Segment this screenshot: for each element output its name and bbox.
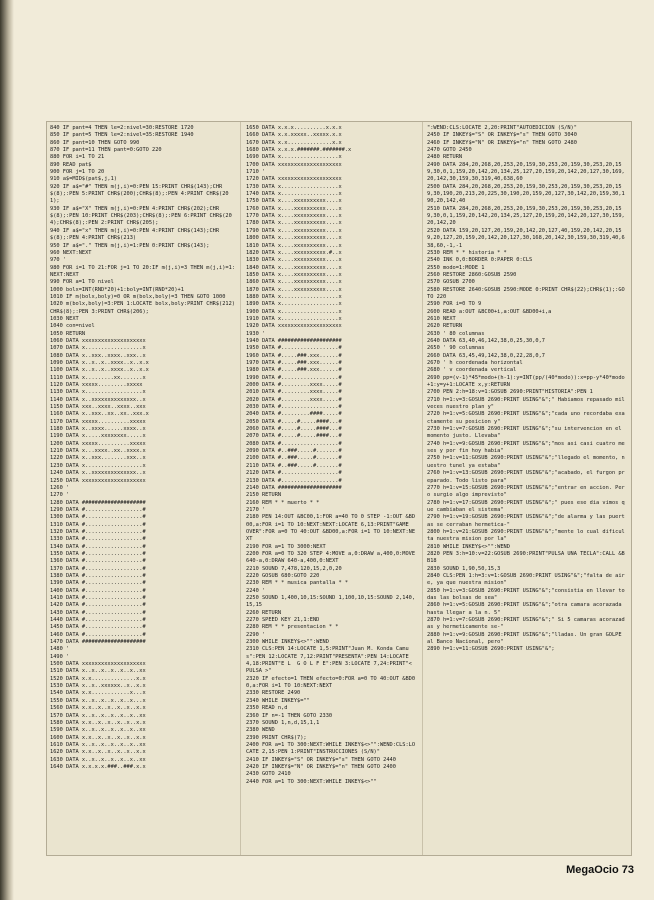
code-line: 2250 SOUND 1,400,10,15:SOUND 1,100,10,15:SOUND 2,140,15,15: [246, 595, 416, 609]
code-line: 2320 IF efecto=1 THEN efecto=0:FOR a=0 TO 40:OUT &BD00,a:FOR i=1 TO 10:NEXT:NEXT: [246, 675, 416, 690]
code-line: 2460 IF INKEY$="N" OR INKEY$="n" THEN GOTO 2480: [427, 139, 577, 146]
code-line: 2870 h=1:v=7:GOSUB 2690:PRINT USING"&";" Si 5 camaras acorazadas y hermeticamente se-": [427, 617, 625, 631]
code-line: 920 IF a$="#" THEN m(j,i)=0:PEN 15:PRINT CHR$(143);CHR$(8);:PEN 5:PRINT CHR$(200);CHR$(8);:PEN 4:PRINT CHR$(201);: [50, 183, 229, 205]
code-line: 1810 DATA x....xxxxxxxxxx....x: [246, 242, 342, 249]
code-line: 1860 DATA x....xxxxxxxxxx....x: [246, 279, 342, 286]
code-line: 1460 DATA #..................#: [50, 631, 146, 638]
code-line: 1610 DATA x..x..x..x..x..x..xx: [50, 741, 146, 748]
code-line: 2280 REM * * presentacion * *: [246, 624, 339, 631]
code-line: 1350 DATA #..................#: [50, 550, 146, 557]
code-line: 2470 GOTO 2450: [427, 147, 472, 154]
code-line: 1160 DATA x..xxx..xx..xx..xxx.x: [50, 411, 149, 418]
code-line: 1190 DATA x.....xxxxxxxx.....x: [50, 433, 146, 440]
code-line: 2700 PEN 2:h=18:v=1:GOSUB 2690:PRINT"HISTORIA":PEN 1: [427, 389, 593, 396]
code-line: 1830 DATA x....xxxxxxxxxx....x: [246, 257, 342, 264]
code-line: 2680 ' v coordenada vertical: [427, 367, 517, 374]
code-line: 1510 DATA x..x..x..x..x..x..xx: [50, 668, 146, 675]
code-line: 1360 DATA #..................#: [50, 558, 146, 565]
code-line: 2180 PEN 14:OUT &BC00,1:FOR a=40 TO 0 STEP -1:OUT &BD00,a:FOR i=1 TO 10:NEXT:NEXT:LOCATE 6,13:PRINT"GAME OVER":FOR a=0 TO 40:OUT &BD00,a:FOR i=1 TO 10:NEXT:NEXT: [246, 514, 416, 543]
code-line: 1090 DATA x..x..x..xxxx..x..x.x: [50, 360, 149, 366]
code-line: 2590 FOR i=0 TO 9: [427, 301, 482, 308]
code-line: 1950 DATA #..................#: [246, 345, 342, 352]
code-line: 870 IF pant=11 THEN pant=0:GOTO 220: [50, 147, 162, 154]
code-line: 2170 ': [246, 506, 266, 513]
code-line: 1820 DATA x....xxxxxxxxxx.#..x: [246, 249, 342, 256]
code-line: 2670 ' h coordenada horizontal: [427, 360, 523, 366]
code-line: 1240 DATA x..xxxxxxxxxxxxxx..x: [50, 470, 146, 477]
code-line: 1890 DATA x..................x: [246, 301, 342, 308]
code-line: 960 NEXT:NEXT: [50, 249, 92, 256]
code-line: 1490 ': [50, 653, 70, 660]
code-line: 970 ': [50, 257, 66, 264]
code-line: 2000 DATA #.........xxxx.....#: [246, 382, 342, 389]
code-line: 2750 h=1:v=11:GOSUB 2690:PRINT USING"&";"llegado el momento, nuestro tunel ya estaba": [427, 455, 625, 469]
code-line: 2880 h=1:v=9:GOSUB 2690:PRINT USING"&";"lladas. Un gran GOLPE al Banco Nacional, pero": [427, 631, 625, 646]
code-line: 2150 RETURN: [246, 492, 282, 499]
code-line: 1200 DATA xxxxx..........xxxxx: [50, 440, 146, 447]
code-line: 2770 h=1:v=15:GOSUB 2690:PRINT USING"&";"entrar en accion. Pero surgio algo imprevisto": [427, 484, 625, 499]
code-line: 1640 DATA x.x.x.x.###..###.x.x: [50, 763, 146, 770]
code-line: 990 FOR a=1 TO nivel: [50, 279, 114, 286]
code-line: 2660 DATA 63,45,49,142,38,0,22,28,0,7: [427, 352, 545, 359]
listing-column-3: [427, 125, 627, 852]
code-line: 2570 GOSUB 2700: [427, 279, 475, 286]
code-line: 1170 DATA xxxxx..........xxxxx: [50, 418, 146, 425]
code-line: 2640 DATA 63,40,46,142,38,0,25,30,0,7: [427, 337, 545, 344]
code-line: 2350 READ n,d: [246, 705, 288, 712]
page-footer: MegaOcio 73: [566, 864, 634, 876]
code-line: 890 READ pat$: [50, 161, 92, 168]
listing-column-1: [50, 125, 236, 852]
code-line: 1790 DATA x....xxxxxxxxxx....x: [246, 227, 342, 234]
code-line: 2800 h=1:v=21:GOSUB 2690:PRINT USING"&";"mente lo cual dificulta nuestra mision por la": [427, 528, 625, 543]
code-line: 1280 DATA ####################: [50, 499, 146, 506]
code-line: 1140 DATA x..xxxxxxxxxxxxxx..x: [50, 396, 146, 403]
code-line: 840 IF pant=4 THEN le=2:nivel=30:RESTORE 1720: [50, 125, 194, 131]
code-line: 1250 DATA xxxxxxxxxxxxxxxxxxxx: [50, 477, 146, 484]
code-line: 1570 DATA x..x..x..x..x..x..xx: [50, 712, 146, 719]
code-line: 2450 IF INKEY$="S" OR INKEY$="s" THEN GOTO 3040: [427, 132, 577, 139]
code-line: 1180 DATA x..xxxx......xxxx..x: [50, 426, 146, 433]
code-line: 1420 DATA #..................#: [50, 602, 146, 609]
code-line: 2440 FOR a=1 TO 300:NEXT:WHILE INKEY$<>"": [246, 778, 377, 785]
code-line: 2120 DATA #..................#: [246, 470, 342, 477]
code-line: 1100 DATA x..x..x..xxxx..x..x.x: [50, 367, 149, 374]
code-line: 2740 h=1:v=9:GOSUB 2690:PRINT USING"&";"mos asi casi cuatro meses y por fin hoy habia": [427, 440, 625, 455]
code-line: 1410 DATA #..................#: [50, 595, 146, 601]
code-line: 2810 WHILE INKEY$<>"":WEND: [427, 543, 510, 550]
code-line: 2400 FOR a=1 TO 300:NEXT:WHILE INKEY$<>"":WEND:CLS:LOCATE 2,15:PEN 1:PRINT"INSTRUCCIONES (S/N)": [246, 741, 416, 756]
code-line: 1720 DATA xxxxxxxxxxxxxxxxxxxx: [246, 176, 342, 183]
column-divider: [240, 122, 241, 855]
code-line: 1910 DATA x..................x: [246, 315, 342, 322]
code-line: 1530 DATA x..x..xxxxxx..x..x.x: [50, 683, 146, 690]
code-line: 1230 DATA x..................x: [50, 462, 146, 469]
code-line: 1270 ': [50, 492, 70, 499]
code-line: 2890 h=1:v=11:GOSUB 2690:PRINT USING"&";: [427, 646, 555, 653]
code-line: 2690 pp=(v-1)*45*modo+(h-1):y=INT(pp/(40*modo)):x=pp-y*40*modo+1:y=y+1:LOCATE x,y:RETURN: [427, 374, 625, 389]
code-line: 2100 DATA #..###.....#.......#: [246, 455, 342, 462]
code-line: 1370 DATA #..................#: [50, 565, 146, 572]
code-line: 1710 ': [246, 169, 266, 176]
code-line: 2490 DATA 284,20,268,20,253,20,159,30,253,20,159,30,253,20,159,30,0,1,159,20,142,20,134,25,127,20,159,20,142,20,127,30,169,20,142,30,159,30,319,40,638,60: [427, 161, 625, 183]
code-line: 2840 CLS:PEN 1:h=3:v=1:GOSUB 2690:PRINT USING"&";"falta de aire, ya que nuestra mision": [427, 572, 625, 587]
code-line: 1060 DATA xxxxxxxxxxxxxxxxxxxx: [50, 337, 146, 344]
code-line: 1580 DATA x.x..x..x..x..x..x.x: [50, 719, 146, 726]
code-line: 1020 m(bolx,boly)=3:PEN 1:LOCATE bolx,boly:PRINT CHR$(212)CHR$(8);:PEN 3:PRINT CHR$(206);: [50, 301, 235, 315]
code-line: 2820 PEN 3:h=10:v=22:GOSUB 2690:PRINT"PULSA UNA TECLA":CALL &BB18: [427, 550, 625, 565]
code-line: 1940 DATA ####################: [246, 337, 342, 344]
code-line: 2290 ': [246, 631, 266, 638]
code-line: 1550 DATA x..x..x..x..x..x...x: [50, 697, 146, 704]
code-line: 950 IF a$="." THEN m(j,i)=1:PEN 0:PRINT CHR$(143);: [50, 242, 210, 249]
code-line: 1600 DATA x.x..x..x..x..x..x.x: [50, 734, 146, 741]
code-line: 2050 DATA #.....#.....####...#: [246, 418, 342, 425]
code-line: 1050 RETURN: [50, 330, 86, 337]
column-divider: [422, 122, 423, 855]
code-line: ":WEND:CLS:LOCATE 2,20:PRINT"AUTOEDICION (S/N)": [427, 125, 577, 131]
code-line: 2300 WHILE INKEY$<>"":WEND: [246, 639, 329, 646]
code-line: 1620 DATA x.x..x..x..x..x..x.x: [50, 749, 146, 756]
code-line: 2260 RETURN: [246, 609, 282, 616]
code-line: 940 IF a$="x" THEN m(j,i)=0:PEN 4:PRINT CHR$(143);CHR$(8);:PEN 4:PRINT CHR$(213): [50, 227, 220, 242]
code-line: 1260 ': [50, 484, 70, 491]
code-line: 1800 DATA x....xxxxxxxxxx....x: [246, 235, 342, 242]
code-line: 2340 WHILE INKEY$="": [246, 697, 310, 704]
code-line: 2720 h=1:v=5:GOSUB 2690:PRINT USING"&";"cada uno recordaba exactamente su posicion y": [427, 411, 625, 425]
code-line: 1680 DATA x.x.x.#######.#######.x: [246, 147, 352, 154]
code-line: 2220 GOSUB 680:GOTO 220: [246, 572, 320, 579]
code-line: 1300 DATA #..................#: [50, 514, 146, 521]
code-line: 1290 DATA #..................#: [50, 506, 146, 513]
code-line: 2240 ': [246, 587, 266, 594]
code-line: 2080 DATA #..................#: [246, 440, 342, 447]
code-line: 1450 DATA #..................#: [50, 624, 146, 631]
code-line: 1040 con=nivel: [50, 323, 95, 330]
code-line: 1630 DATA x..x..x..x..x..x..xx: [50, 756, 146, 763]
code-line: 1030 NEXT: [50, 315, 79, 322]
code-line: 2610 NEXT: [427, 315, 456, 322]
code-line: 880 FOR i=1 TO 21: [50, 154, 105, 161]
code-line: 2270 SPEED KEY 21,1:END: [246, 617, 320, 624]
code-line: 1070 DATA x..................x: [50, 345, 146, 352]
code-line: 1760 DATA x....xxxxxxxxxx....x: [246, 205, 342, 212]
code-line: 2650 ' 90 columnas: [427, 345, 485, 352]
code-line: 2200 FOR a=0 TO 320 STEP 4:MOVE a,0:DRAW a,400,0:MOVE 640-a,0:DRAW 640-a,400,0:NEXT: [246, 550, 419, 565]
code-line: 1700 DATA xxxxxxxxxxxxxxxxxxxx: [246, 161, 342, 168]
code-line: 1920 DATA xxxxxxxxxxxxxxxxxxxx: [246, 323, 342, 330]
code-line: 2760 h=1:v=13:GOSUB 2690:PRINT USING"&";"acabado, el furgon preparado. Todo listo para": [427, 470, 625, 484]
code-line: 1770 DATA x....xxxxxxxxxx....x: [246, 213, 342, 220]
code-line: 1590 DATA x..x..x..x..x..x..xx: [50, 727, 146, 734]
code-line: 1110 DATA x.........xx.......x: [50, 374, 146, 381]
code-line: 2790 h=1:v=19:GOSUB 2690:PRINT USING"&";"de alarma y las puertas se cerraban hermetica-": [427, 514, 625, 528]
code-line: 2520 DATA 159,20,127,20,159,20,142,20,127,40,159,20,142,20,159,20,127,20,159,20,142,20,127,30,168,20,142,30,159,30,319,40,638,60,-1,-1: [427, 227, 625, 249]
code-line: 1750 DATA x....xxxxxxxxxx....x: [246, 198, 342, 205]
code-line: 2030 DATA #..................#: [246, 404, 342, 411]
code-line: 2710 h=1:v=3:GOSUB 2690:PRINT USING"&";" Habiamos repasado mil veces nuestro plan y": [427, 396, 628, 411]
code-line: 1930 ': [246, 330, 266, 337]
code-line: 2160 REM * * muerto * *: [246, 499, 320, 506]
code-line: 2040 DATA #.........####.....#: [246, 411, 342, 418]
code-line: 910 a$=MID$(pat$,j,1): [50, 176, 117, 183]
code-line: 2370 SOUND 1,n,d,15,1,1: [246, 719, 320, 726]
code-line: 1220 DATA x..xxx........xxx..x: [50, 455, 146, 462]
code-line: 850 IF pant=5 THEN le=2:nivel=35:RESTORE 1940: [50, 132, 194, 139]
code-line: 2580 RESTORE 2640:GOSUB 2590:MODE 0:PRINT CHR$(22);CHR$(1);:GOTO 220: [427, 286, 625, 300]
code-line: 930 IF a$="X" THEN m(j,i)=0:PEN 4:PRINT CHR$(202);CHR$(8);:PEN 10:PRINT CHR$(203);CHR$(8);:PEN 6:PRINT CHR$(204);CHR$(8);:PEN 2:PRINT CHR$(205);: [50, 205, 232, 227]
code-line: 1430 DATA #..................#: [50, 609, 146, 616]
code-line: 2730 h=1:v=7:GOSUB 2690:PRINT USING"&";"su intervencion en el momento justo. Llevaba": [427, 426, 625, 440]
code-line: 2780 h=1:v=17:GOSUB 2690:PRINT USING"&";" pues ese dia vimos que cambiaban el sistema": [427, 499, 625, 513]
code-line: 1970 DATA #.....###.xxx......#: [246, 360, 342, 366]
code-line: 1650 DATA x.x.x..........x.x.x: [246, 125, 342, 131]
code-line: 900 FOR j=1 TO 20: [50, 169, 105, 176]
code-line: 1470 DATA ####################: [50, 639, 146, 646]
code-line: 2020 DATA #.........xxxx.....#: [246, 396, 342, 403]
code-line: 1670 DATA x.x..............x.x: [246, 139, 342, 146]
code-line: 2420 IF INKEY$="N" OR INKEY$="n" THEN GOTO 2400: [246, 763, 396, 770]
code-line: 2830 SOUND 1,90,50,15,3: [427, 565, 501, 572]
code-line: 2070 DATA #.....#.....####...#: [246, 433, 342, 440]
code-line: 1480 ': [50, 646, 70, 653]
code-line: 2430 GOTO 2410: [246, 771, 291, 778]
code-line: 1390 DATA #..................#: [50, 580, 146, 587]
code-line: 1850 DATA x....xxxxxxxxxx....x: [246, 271, 342, 278]
code-line: 2190 FOR a=1 TO 3000:NEXT: [246, 543, 326, 550]
code-line: 1000 bolx=INT(RND*20)+1:boly=INT(RND*20)+1: [50, 286, 184, 293]
code-line: 1080 DATA x..xxx..xxxx..xxx..x: [50, 352, 146, 359]
code-line: 1870 DATA x....xxxxxxxxxx....x: [246, 286, 342, 293]
code-line: 2130 DATA #..................#: [246, 477, 342, 484]
code-line: 2600 READ a:OUT &BC00+i,a:OUT &BD00+i,a: [427, 308, 552, 315]
page-gutter-shadow: [0, 0, 14, 900]
code-line: 2480 RETURN: [427, 154, 463, 161]
listing-column-2: [246, 125, 419, 852]
code-line: 1660 DATA x.x.xxxxx..xxxxx.x.x: [246, 132, 342, 139]
code-line: 1120 DATA xxxxx.........xxxxx: [50, 382, 143, 389]
code-line: 2110 DATA #..###.....#.......#: [246, 462, 342, 469]
code-line: 1010 IF m(bolx,boly)=0 OR m(bolx,boly)=3 THEN GOTO 1000: [50, 293, 226, 300]
code-line: 2860 h=1:v=5:GOSUB 2690:PRINT USING"&";"otra camara acorazada hasta llegar a la n. 5": [427, 602, 625, 616]
code-line: 1130 DATA x..................x: [50, 389, 146, 396]
code-line: 1520 DATA x.x..............x.x: [50, 675, 146, 682]
code-line: 1730 DATA x..................x: [246, 183, 342, 190]
code-line: 2090 DATA #..###.....#.......#: [246, 448, 342, 455]
code-line: 2500 DATA 284,20,268,20,253,20,159,30,253,20,159,30,253,20,159,30,190,20,213,20,225,30,190,20,159,20,127,30,142,20,159,30,190,20,142,40: [427, 183, 625, 205]
code-line: 2560 RESTORE 2860:GOSUB 2590: [427, 271, 517, 278]
code-line: 1740 DATA x..................x: [246, 191, 342, 198]
code-line: 1340 DATA #..................#: [50, 543, 146, 550]
code-line: 1150 DATA xxx..xxxx..xxxx..xxx: [50, 404, 146, 411]
code-line: 1400 DATA #..................#: [50, 587, 146, 594]
code-line: 2310 CLS:PEN 14:LOCATE 1,5:PRINT"Juan M. Konda Camus":PEN 12:LOCATE 7,12:PRINT"PRESENTA":PEN 14:LOCATE 4,18:PRINT"E L G O L F E":PEN 3:LOCATE 7,24:PRINT"< PULSA >": [246, 646, 416, 675]
code-line: 2530 REM * * historia * *: [427, 249, 507, 256]
code-line: 1880 DATA x..................x: [246, 293, 342, 300]
code-line: 1210 DATA x...xxxx..xx..xxxx.x: [50, 448, 146, 455]
code-line: 2550 modo=1:MODE 1: [427, 264, 485, 271]
code-line: 2060 DATA #.....#.....####...#: [246, 426, 342, 433]
code-line: 2010 DATA #.........xxxx.....#: [246, 389, 342, 396]
code-line: 2620 RETURN: [427, 323, 463, 330]
listing-panel: [46, 121, 632, 856]
code-line: 1990 DATA #..................#: [246, 374, 342, 381]
code-line: 860 IF pant=10 THEN GOTO 990: [50, 139, 140, 146]
code-line: 1540 DATA x.x............x...x: [50, 690, 146, 697]
code-line: 1900 DATA x..................x: [246, 308, 342, 315]
code-line: 2380 WEND: [246, 727, 275, 734]
code-line: 2140 DATA ####################: [246, 484, 342, 491]
code-line: 2390 PRINT CHR$(7);: [246, 734, 307, 741]
code-line: 1440 DATA #..................#: [50, 617, 146, 624]
code-line: 1840 DATA x....xxxxxxxxxx....x: [246, 264, 342, 271]
code-line: 1690 DATA x..................x: [246, 154, 342, 161]
code-line: 2330 RESTORE 2490: [246, 690, 301, 697]
code-line: 2210 SOUND 7,478,120,15,2,0,20: [246, 565, 342, 572]
code-line: 2510 DATA 284,20,268,20,253,20,159,30,253,20,159,30,253,20,159,30,0,1,159,20,142,20,134,25,127,20,159,20,142,20,127,30,159,20,142,20: [427, 205, 625, 227]
code-line: 1380 DATA #..................#: [50, 572, 146, 579]
code-line: 1310 DATA #..................#: [50, 521, 146, 528]
code-line: 1560 DATA x.x..x..x..x..x..x.x: [50, 705, 146, 712]
code-line: 2230 REM * * musica pantalla * *: [246, 580, 349, 587]
code-line: 2850 h=1:v=3:GOSUB 2690:PRINT USING"&";"consistia en llevar todas las bolsas de sea": [427, 587, 625, 601]
code-line: 2410 IF INKEY$="S" OR INKEY$="s" THEN GOTO 2440: [246, 756, 396, 763]
code-line: 1320 DATA #..................#: [50, 528, 146, 535]
code-line: 2630 ' 80 columnas: [427, 330, 485, 337]
code-line: 980 FOR i=1 TO 21:FOR j=1 TO 20:IF m(j,i)=3 THEN m(j,i)=1:NEXT:NEXT: [50, 264, 235, 278]
code-line: 1330 DATA #..................#: [50, 536, 146, 543]
code-line: 1780 DATA x....xxxxxxxxxx....x: [246, 220, 342, 227]
code-line: 1500 DATA xxxxxxxxxxxxxxxxxxxx: [50, 661, 146, 668]
code-line: 1960 DATA #.....###.xxx......#: [246, 352, 342, 359]
code-line: 2360 IF n=-1 THEN GOTO 2330: [246, 712, 333, 719]
code-line: 1980 DATA #.....###.xxx......#: [246, 367, 342, 374]
code-line: 2540 INK 0,0:BORDER 0:PAPER 0:CLS: [427, 257, 533, 264]
